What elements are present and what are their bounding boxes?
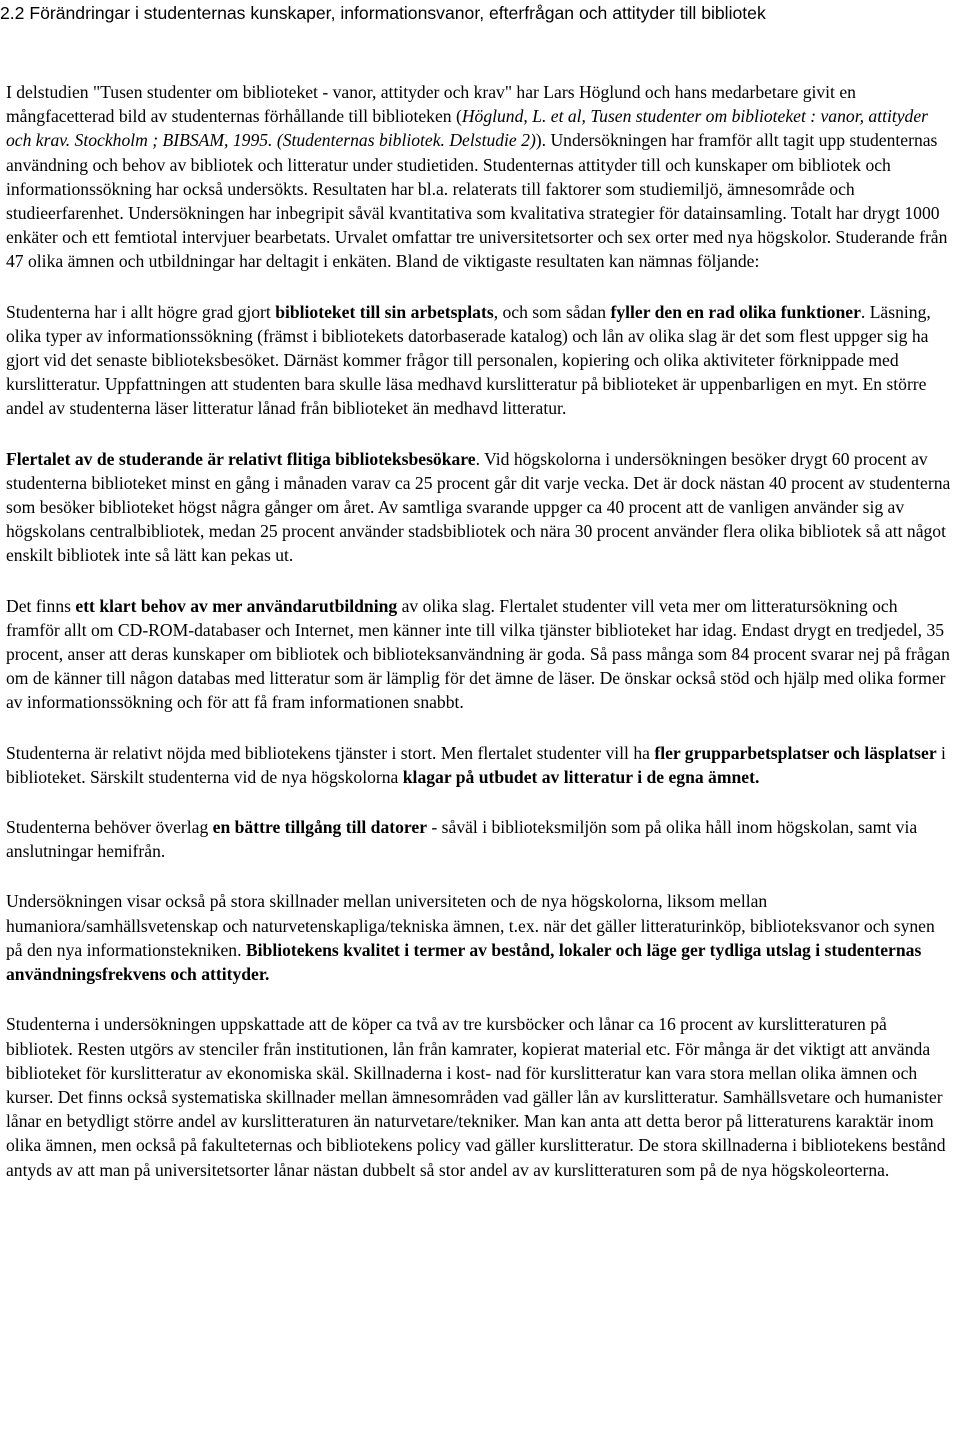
text: ). Undersökningen har framför allt tagit upp studenternas användning och behov av bibliotek och litteratur under studietiden. Studenternas attityder till och kunskaper om bibliotek och informationssökning har också undersökts. Resultaten har bl.a. relaterats till faktorer som studiemiljö, ämnesområde och studieerfarenhet. Undersökningen har inbegripit såväl kvantitativa som kvalitativa strategier för datainsamling. Totalt har drygt 1000 enkäter och ett femtiotal intervjuer bearbetats. Urvalet omfattar tre universitetsorter och sex orter med nya högskolor. Studerande från 47 olika ämnen och utbildningar har deltagit i enkäten. Bland de viktigaste resultaten kan nämnas följande: (6, 130, 948, 272)
emphasis: klagar på utbudet av litteratur i de egna ämnet. (402, 766, 760, 787)
paragraph-differences (6, 889, 954, 986)
paragraph-satisfaction (6, 741, 954, 789)
text: I delstudien "Tusen studenter om biblioteket - vanor, attityder och krav" har Lars Höglund och hans medarbetare givit en mångfacetterad bild av studenternas förhållande till biblioteken ( (6, 82, 856, 127)
text: Studenterna är relativt nöjda med bibliotekens tjänster i stort. Men flertalet studenter vill ha (6, 742, 655, 763)
text: . Vid högskolorna i undersökningen besöker drygt 60 procent av studenterna biblioteket minst en gång i månaden varav ca 25 procent går dit varje vecka. Det är dock nästan 40 procent av studenterna som besöker biblioteket högst några gånger om året. Av samtliga svarande uppger ca 40 procent att de vanligen använder sig av högskolans centralbibliotek, medan 25 procent använder stadsbibliotek och nära 30 procent använder flera olika bibliotek så att något enskilt bibliotek inte så lätt kan pekas ut. (6, 448, 951, 566)
section-heading: 2.2 Förändringar i studenternas kunskaper, informationsvanor, efterfrågan och attityder till bibliotek (0, 3, 766, 23)
text: Studenterna har i allt högre grad gjort (6, 301, 276, 322)
emphasis: fler grupparbetsplatser och läsplatser (654, 742, 937, 763)
paragraph-visitors (6, 447, 954, 568)
text: Studenterna i undersökningen uppskattade att de köper ca två av tre kursböcker och lånar ca 16 procent av kurslitteraturen på bibliotek. Resten utgörs av stenciler från institutionen, lån från kamrater, kopierat material etc. För många är det viktigt att använda biblioteket för kurslitteratur av ekonomiska skäl. Skillnaderna i kost- nad för kurslitteratur kan vara stora mellan olika ämnen och kurser. Det finns också systematiska skillnader mellan ämnesområden vad gäller lån av kurslitteratur. Samhällsvetare och humanister lånar en betydligt större andel av kurslitteraturen än naturvetare/tekniker. Man kan anta att detta beror på litteraturens karaktär inom olika ämnen, men också på fakulteternas och bibliotekens policy vad gäller kurslitteratur. De stora skillnaderna i bibliotekens bestånd antyds av att man på universitetsorter lånar nästan dubbelt så stor andel av av kurslitteraturen som på de nya högskoleorterna. (6, 1014, 946, 1180)
emphasis: ett klart behov av mer användarutbildning (75, 595, 398, 616)
text: i biblioteket. Särskilt studenterna vid de nya högskolorna (6, 742, 946, 787)
emphasis: en bättre tillgång till datorer (212, 817, 428, 838)
text: Undersökningen visar också på stora skillnader mellan universiteten och de nya högskolorna, liksom mellan humaniora/samhällsvetenskap och naturvetenskapliga/tekniska ämnen, t.ex. när det gäller litteraturinköp, biblioteksvanor och synen på den nya informationstekniken. (6, 891, 935, 960)
text: av olika slag. Flertalet studenter vill veta mer om litteratursökning och framför allt om CD-ROM-databaser och Internet, men känner inte till vilka tjänster biblioteket har idag. Endast drygt en tredjedel, 35 procent, anser att deras kunskaper om bibliotek och biblioteksanvändning är goda. Så pass många som 84 procent svarar nej på frågan om de känner till någon databas med litteratur som är lämplig för det ämne de läser. De önskar också stöd och hjälp med olika former av informationssökning och för att få fram informationen snabbt. (6, 595, 950, 713)
emphasis: fyller den en rad olika funktioner (610, 301, 861, 322)
text: , och som sådan (493, 301, 611, 322)
emphasis: Bibliotekens kvalitet i termer av bestånd, lokaler och läge ger tydliga utslag i studenternas användningsfrekvens och attityder. (6, 939, 922, 985)
paragraph-course-literature (6, 1012, 954, 1181)
paragraph-user-education (6, 594, 954, 715)
paragraph-workplace (6, 300, 954, 421)
paragraph-computers (6, 815, 954, 863)
text: . Läsning, olika typer av informationssökning (främst i bibliotekets datorbaserade katalog) och lån av olika slag är det som flest uppger sig ha gjort vid det senaste biblioteksbesöket. Därnäst kommer frågor till personalen, kopiering och olika aktiviteter förknippade med kurslitteratur. Uppfattningen att studenten bara skulle läsa medhavd kurslitteratur på biblioteket är uppenbarligen en myt. En större andel av studenterna läser litteratur lånad från biblioteket än medhavd litteratur. (6, 301, 931, 419)
text: Det finns (6, 595, 76, 616)
emphasis: Flertalet av de studerande är relativt flitiga biblioteksbesökare (6, 448, 476, 469)
emphasis: biblioteket till sin arbetsplats (275, 301, 494, 322)
text: - såväl i biblioteksmiljön som på olika håll inom högskolan, samt via anslutningar hemifrån. (6, 817, 918, 862)
text: Studenterna behöver överlag (6, 817, 213, 838)
paragraph-intro (6, 80, 954, 274)
citation: Höglund, L. et al, Tusen studenter om biblioteket : vanor, attityder och krav. Stockholm ; BIBSAM, 1995. (Studenternas bibliotek. Delstudie 2) (6, 106, 929, 151)
